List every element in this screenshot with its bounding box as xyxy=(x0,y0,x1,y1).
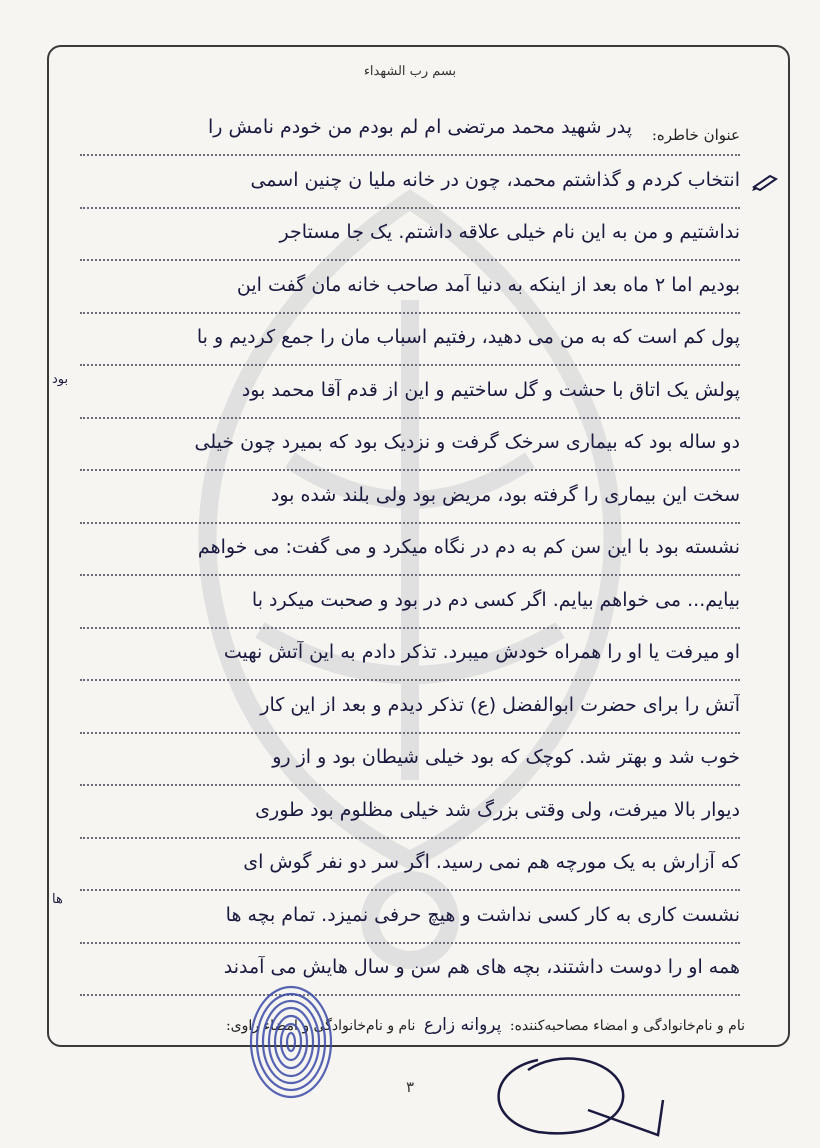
handwritten-line xyxy=(80,213,740,267)
handwritten-text: همه او را دوست داشتند، بچه های هم سن و سال هایش می آمدند xyxy=(223,956,740,978)
handwritten-line xyxy=(80,581,740,635)
handwritten-line xyxy=(80,738,740,792)
dotted-rule xyxy=(80,679,740,681)
handwritten-text: بودیم اما ۲ ماه بعد از اینکه به دنیا آمد صاحب خانه مان گفت این xyxy=(236,273,740,296)
handwritten-text: نشست کاری به کار کسی نداشت و هیچ حرفی نمیزد. تمام بچه ها xyxy=(225,903,740,926)
dotted-rule xyxy=(80,994,740,996)
handwritten-line xyxy=(80,948,740,1002)
handwritten-line xyxy=(80,633,740,687)
margin-note: بود xyxy=(52,372,69,387)
dotted-rule xyxy=(80,784,740,786)
page-header: بسم رب الشهداء xyxy=(363,64,457,79)
dotted-rule xyxy=(80,627,740,629)
dotted-rule xyxy=(80,207,740,209)
handwritten-text: دو ساله بود که بیماری سرخک گرفت و نزدیک بود که بمیرد چون خیلی xyxy=(194,431,740,453)
page-number: ۳ xyxy=(405,1078,415,1096)
interviewer-label: نام و نام‌خانوادگی و امضاء مصاحبه‌کننده: xyxy=(509,1018,745,1034)
pen-icon xyxy=(752,173,778,191)
narrator-label: نام و نام‌خانوادگی و امضاء راوی: xyxy=(225,1018,416,1034)
margin-note: ها xyxy=(52,892,63,907)
memory-title-label: عنوان خاطره: xyxy=(651,126,740,144)
handwritten-text: دیوار بالا میرفت، ولی وقتی بزرگ شد خیلی مظلوم بود طوری xyxy=(255,798,740,821)
handwritten-line xyxy=(80,476,740,530)
dotted-rule xyxy=(80,469,740,471)
dotted-rule xyxy=(80,732,740,734)
handwritten-text: که آزارش به یک مورچه هم نمی رسید. اگر سر دو نفر گوش ای xyxy=(243,851,740,873)
handwritten-text: پدر شهید محمد مرتضی ام لم بودم من خودم نامش را xyxy=(207,116,632,138)
handwritten-line xyxy=(80,686,740,740)
handwritten-text: پول کم است که به من می دهید، رفتیم اسباب مان را جمع کردیم و با xyxy=(196,326,740,348)
handwritten-text: پولش یک اتاق با حشت و گل ساختیم و این از قدم آقا محمد بود xyxy=(241,378,740,401)
dotted-rule xyxy=(80,364,740,366)
handwritten-line xyxy=(80,528,740,582)
handwritten-text: نداشتیم و من به این نام خیلی علاقه داشتم. یک جا مستاجر xyxy=(279,221,740,243)
handwritten-line xyxy=(80,896,740,950)
dotted-rule xyxy=(80,889,740,891)
handwritten-text: او میرفت یا او را همراه خودش میبرد. تذکر دادم به این آتش نهیت xyxy=(223,641,740,663)
handwritten-line xyxy=(80,318,740,372)
handwritten-text: نشسته بود با این سن کم به دم در نگاه میکرد و می گفت: می خواهم xyxy=(197,536,740,558)
handwritten-text: بیایم... می خواهم بیایم. اگر کسی دم در بود و صحبت میکرد با xyxy=(251,588,740,611)
handwritten-line xyxy=(80,371,740,425)
dotted-rule xyxy=(80,837,740,839)
handwritten-line xyxy=(80,843,740,897)
dotted-rule xyxy=(80,574,740,576)
handwritten-line xyxy=(80,161,740,215)
handwritten-line xyxy=(80,108,740,162)
handwritten-line xyxy=(80,266,740,320)
dotted-rule xyxy=(80,942,740,944)
interviewer-name: پروانه زارع xyxy=(423,1015,502,1035)
handwritten-text: آتش را برای حضرت ابوالفضل (ع) تذکر دیدم و بعد از این کار xyxy=(260,693,740,716)
handwritten-line xyxy=(80,423,740,477)
dotted-rule xyxy=(80,154,740,156)
dotted-rule xyxy=(80,522,740,524)
handwritten-text: سخت این بیماری را گرفته بود، مریض بود ولی بلند شده بود xyxy=(270,483,740,506)
dotted-rule xyxy=(80,312,740,314)
dotted-rule xyxy=(80,259,740,261)
dotted-rule xyxy=(80,417,740,419)
handwritten-text: انتخاب کردم و گذاشتم محمد، چون در خانه ملیا ن چنین اسمی xyxy=(250,168,740,191)
handwritten-line xyxy=(80,791,740,845)
handwritten-text: خوب شد و بهتر شد. کوچک که بود خیلی شیطان بود و از رو xyxy=(272,746,740,768)
